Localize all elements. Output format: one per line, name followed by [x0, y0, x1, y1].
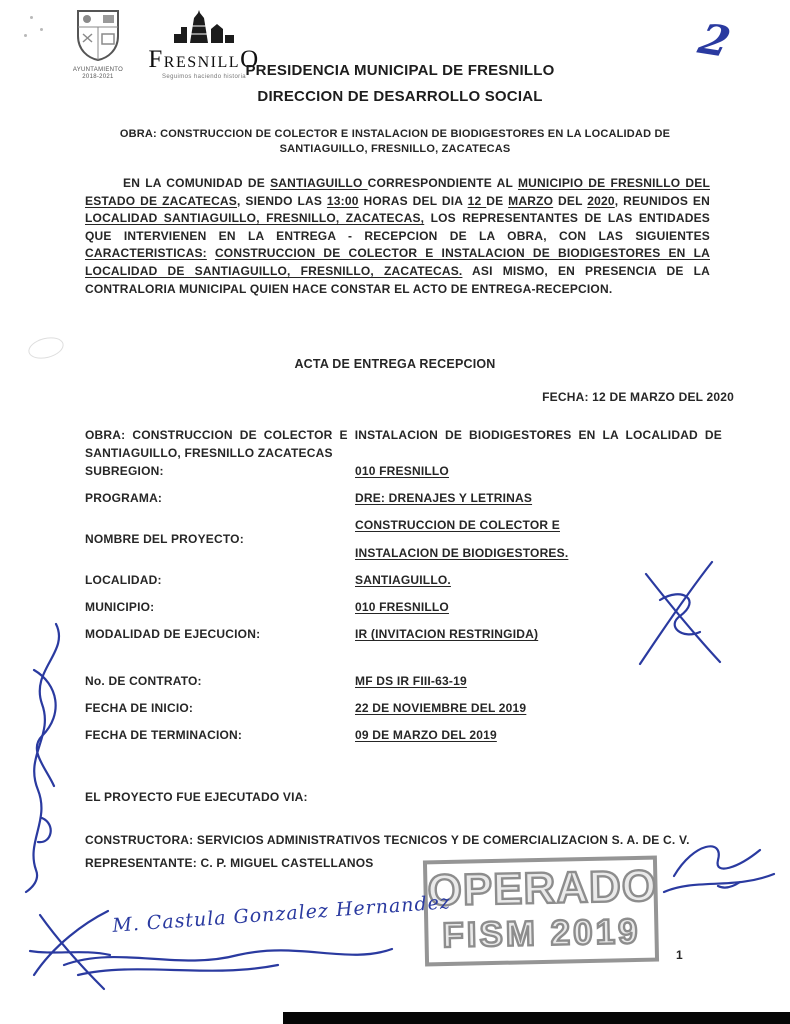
intro-seg: LOS REPRESENTANTES DE LAS ENTIDADES QUE INTERVIENEN EN LA ENTREGA - RECEPCION DE LA OBRA, CON LAS SIGUIENTES: [85, 211, 710, 243]
intro-seg-underlined: CONSTRUCCION DE COLECTOR E INSTALACION DE BIODIGESTORES EN LA LOCALIDAD DE SANTIAGUILLO, FRESNILLO, ZACATECAS.: [85, 246, 710, 278]
constructora-line: CONSTRUCTORA: SERVICIOS ADMINISTRATIVOS TECNICOS Y DE COMERCIALIZACION S. A. DE C. V.: [85, 833, 690, 847]
intro-seg-underlined: 12: [467, 193, 487, 208]
signature-left-margin: [12, 618, 82, 903]
field-row-programa: [85, 489, 725, 507]
obra-block-line2: SANTIAGUILLO, FRESNILLO ZACATECAS: [85, 446, 333, 460]
intro-seg: DEL: [553, 193, 588, 208]
field-value: SANTIAGUILLO.: [355, 573, 451, 587]
field-value: 22 DE NOVIEMBRE DEL 2019: [355, 701, 527, 715]
representante-line: REPRESENTANTE: C. P. MIGUEL CASTELLANOS: [85, 856, 374, 870]
field-value: IR (INVITACION RESTRINGIDA): [355, 627, 539, 641]
signature-right-lower: [660, 828, 780, 918]
field-value-group: [355, 516, 568, 562]
field-label: LOCALIDAD:: [85, 573, 162, 587]
intro-seg: HORAS DEL DIA: [358, 193, 468, 208]
intro-seg-underlined: 2020: [587, 193, 615, 208]
intro-seg: , REUNIDOS EN: [614, 193, 710, 208]
scan-edge-bar: [283, 1012, 790, 1024]
obra-block: [85, 426, 722, 462]
intro-seg-underlined: SANTIAGUILLO: [270, 176, 368, 190]
header-title-line1: PRESIDENCIA MUNICIPAL DE FRESNILLO: [245, 62, 555, 79]
field-row-fecha-terminacion: [85, 726, 725, 744]
field-value: DRE: DRENAJES Y LETRINAS: [355, 491, 533, 505]
crest-shield-icon: [75, 8, 121, 62]
field-label: MUNICIPIO:: [85, 600, 155, 614]
field-label: MODALIDAD DE EJECUCION:: [85, 627, 261, 641]
field-row-fecha-inicio: [85, 699, 725, 717]
acta-title: ACTA DE ENTREGA RECEPCION: [294, 357, 496, 371]
handwritten-signature-name: M. Castula Gonzalez Hernandez: [111, 891, 452, 937]
intro-seg: DE: [486, 193, 509, 208]
intro-seg: [207, 246, 215, 260]
fresnillo-building-icon: [172, 10, 236, 44]
field-label: NOMBRE DEL PROYECTO:: [85, 532, 244, 546]
fresnillo-tagline: Seguimos haciendo historia: [161, 74, 247, 80]
intro-seg: ASI MISMO, EN PRESENCIA DE LA CONTRALORIA MUNICIPAL QUIEN HACE CONSTAR EL ACTO DE ENTREGA-RECEPCION.: [85, 263, 710, 296]
wordmark-final: O: [240, 46, 260, 73]
intro-seg: , SIENDO LAS: [237, 193, 327, 208]
stamp-line1: OPERADO: [427, 861, 658, 916]
header-title-line2: DIRECCION DE DESARROLLO SOCIAL: [257, 88, 543, 105]
field-label: SUBREGION:: [85, 464, 164, 478]
operado-fism-stamp: [423, 856, 659, 967]
intro-seg-underlined: 13:00: [326, 193, 359, 208]
field-label: No. DE CONTRATO:: [85, 674, 202, 688]
field-value-line2: INSTALACION DE BIODIGESTORES.: [355, 546, 569, 560]
signature-underline-flourish: [58, 925, 398, 985]
scan-speck: [30, 16, 33, 19]
wordmark-initial: F: [148, 46, 164, 73]
scan-speck: [24, 34, 27, 37]
field-label: PROGRAMA:: [85, 491, 163, 505]
fecha-line: FECHA: 12 DE MARZO DEL 2020: [542, 390, 734, 404]
signature-right-middle: [616, 556, 746, 676]
field-row-subregion: [85, 462, 725, 480]
footer-page-number: 1: [676, 948, 683, 962]
wordmark-middle: RESNILL: [163, 54, 241, 71]
execution-heading: EL PROYECTO FUE EJECUTADO VIA:: [85, 790, 308, 804]
field-label: FECHA DE INICIO:: [85, 701, 194, 715]
field-value: 09 DE MARZO DEL 2019: [355, 728, 497, 742]
obra-block-line1: OBRA: CONSTRUCCION DE COLECTOR E INSTALACION DE BIODIGESTORES EN LA LOCALIDAD DE: [85, 428, 722, 442]
field-value: 010 FRESNILLO: [355, 600, 449, 614]
field-value: 010 FRESNILLO: [355, 464, 449, 478]
intro-seg-underlined: MARZO: [508, 193, 554, 208]
intro-paragraph: [85, 175, 710, 298]
handwritten-page-number: 2: [693, 14, 736, 67]
crest-caption-line2: 2018-2021: [82, 74, 114, 80]
obra-heading: OBRA: CONSTRUCCION DE COLECTOR E INSTALACION DE BIODIGESTORES EN LA LOCALIDAD DE SANTIAGUILLO, FRESNILLO, ZACATECAS: [119, 128, 671, 155]
field-value-line1: CONSTRUCCION DE COLECTOR E: [355, 518, 560, 532]
crest-caption-line1: AYUNTAMIENTO: [72, 67, 124, 73]
intro-seg-underlined: CARACTERISTICAS:: [85, 246, 207, 261]
intro-seg-underlined: LOCALIDAD SANTIAGUILLO, FRESNILLO, ZACATECAS,: [85, 211, 425, 226]
scan-speck: [40, 28, 43, 31]
intro-seg: CORRESPONDIENTE AL: [367, 176, 518, 190]
intro-seg: EN LA COMUNIDAD DE: [123, 176, 271, 190]
stamp-line2: FISM 2019: [441, 911, 641, 956]
field-value: MF DS IR FIII-63-19: [355, 674, 467, 688]
field-label: FECHA DE TERMINACION:: [85, 728, 243, 742]
intro-seg-underlined: MUNICIPIO DE FRESNILLO DEL ESTADO DE ZACATECAS: [85, 176, 710, 208]
municipal-crest-logo: [70, 8, 126, 81]
